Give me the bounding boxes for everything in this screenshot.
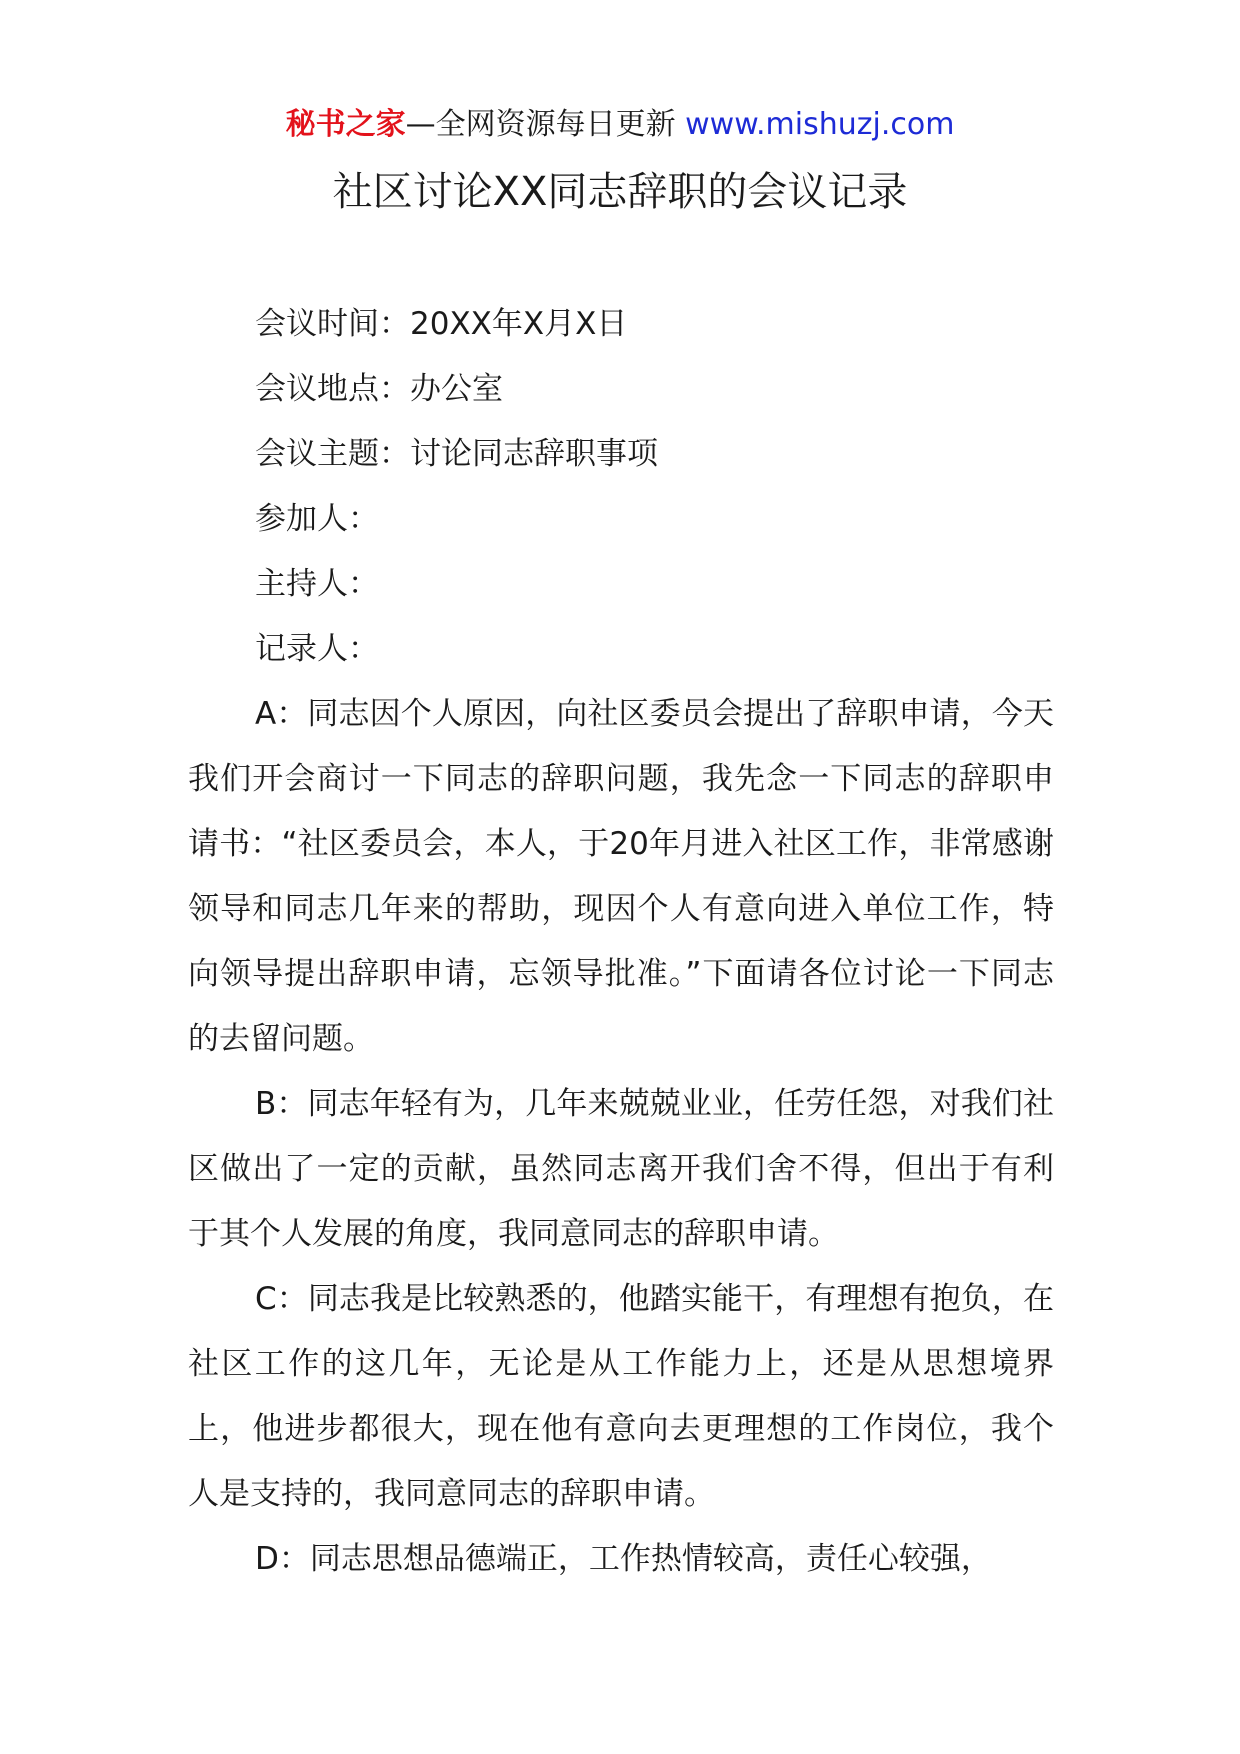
paragraph-speaker-d: D：同志思想品德端正，工作热情较高，责任心较强， bbox=[255, 1541, 992, 1577]
site-url-link[interactable]: www.mishuzj.com bbox=[685, 107, 955, 142]
meeting-participants: 参加人： bbox=[255, 501, 379, 537]
site-header bbox=[0, 100, 1240, 150]
meeting-location: 会议地点：办公室 bbox=[255, 371, 503, 407]
meeting-host: 主持人： bbox=[255, 566, 379, 602]
site-brand: 秘书之家 bbox=[285, 107, 406, 142]
site-slogan: —全网资源每日更新 bbox=[405, 107, 676, 142]
document-title: 社区讨论XX同志辞职的会议记录 bbox=[332, 169, 908, 215]
paragraph-speaker-a: A：同志因个人原因，向社区委员会提出了辞职申请，今天我们开会商讨一下同志的辞职问题，我先念一下同志的辞职申请书：“社区委员会，本人，于20年月进入社区工作，非常感谢领导和同志几年来的帮助，现因个人有意向进入单位工作，特向领导提出辞职申请，忘领导批准。”下面请各位讨论一下同志的去留问题。 bbox=[188, 696, 1054, 1057]
paragraph-speaker-b: B：同志年轻有为，几年来兢兢业业，任劳任怨，对我们社区做出了一定的贡献，虽然同志离开我们舍不得，但出于有利于其个人发展的角度，我同意同志的辞职申请。 bbox=[188, 1086, 1054, 1252]
meeting-recorder: 记录人： bbox=[255, 631, 379, 667]
document-body bbox=[188, 292, 1054, 1592]
meeting-topic: 会议主题：讨论同志辞职事项 bbox=[255, 436, 658, 472]
meeting-time: 会议时间：20XX年X月X日 bbox=[255, 306, 628, 342]
paragraph-speaker-c: C：同志我是比较熟悉的，他踏实能干，有理想有抱负，在社区工作的这几年，无论是从工作能力上，还是从思想境界上，他进步都很大，现在他有意向去更理想的工作岗位，我个人是支持的，我同意同志的辞职申请。 bbox=[188, 1281, 1054, 1512]
